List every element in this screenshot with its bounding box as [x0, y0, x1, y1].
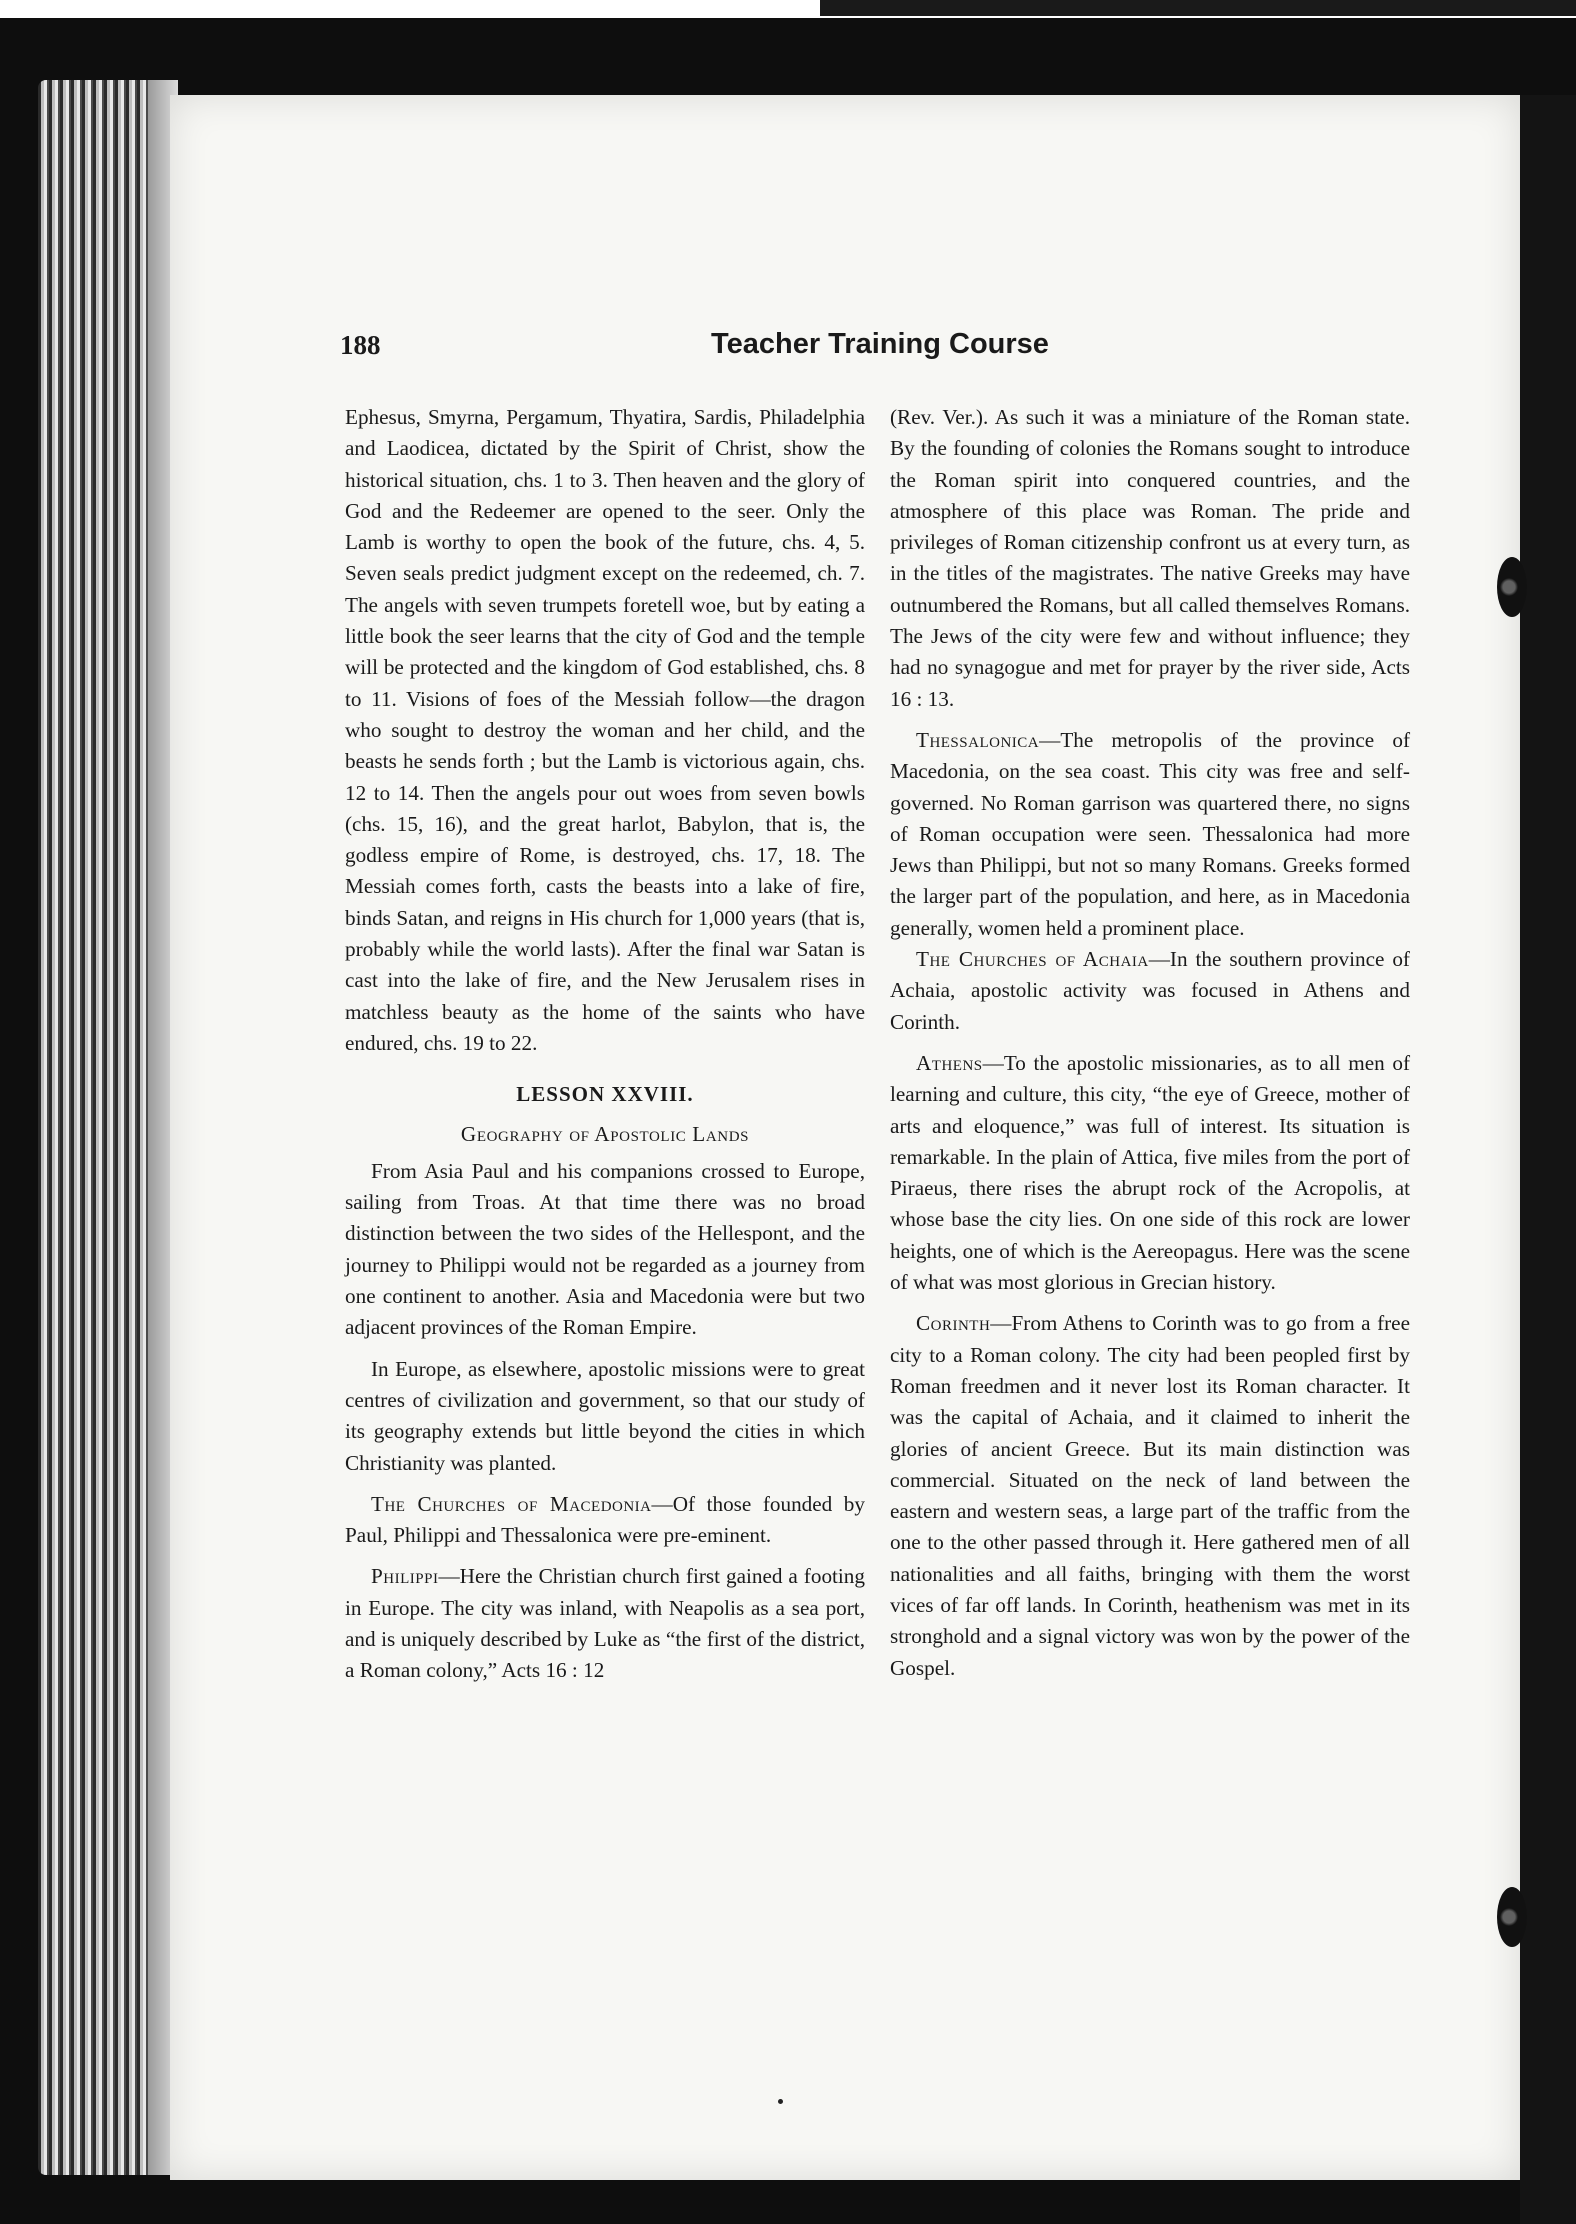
page-stack-edge [38, 80, 178, 2175]
section-head-athens: Athens [916, 1050, 983, 1075]
page-header [340, 330, 1420, 380]
section-body-thessalonica: —The metropolis of the province of Macedonia, on the sea coast. This city was free and self-governed. No Roman garrison was quartered there, no signs of Roman occupation were seen. Thessalonica had more Jews than Philippi, but not so many Romans. Greeks formed the larger part of the population, and here, as in Macedonia generally, women held a prominent place. [890, 727, 1410, 940]
section-head-thessalonica: Thessalonica [916, 727, 1040, 752]
footer-mark [778, 2099, 783, 2104]
paragraph-missions-centres: In Europe, as elsewhere, apostolic missions were to great centres of civilization and government, so that our study of its geography extends but little beyond the cities in which Christianity was planted. [345, 1356, 865, 1475]
paragraph-asia-to-europe: From Asia Paul and his companions crossed to Europe, sailing from Troas. At that time there was no broad distinction between the two sides of the Hellespont, and the journey to Philippi would not be regarded as a journey from one continent to another. Asia and Macedonia were but two adjacent provinces of the Roman Empire. [345, 1158, 865, 1340]
paragraph-corinth [890, 1308, 1410, 1684]
paragraph-thessalonica [890, 725, 1410, 944]
right-column [890, 402, 1410, 1684]
running-title: Teacher Training Course [711, 328, 1049, 360]
binder-edge [1520, 95, 1576, 2224]
section-body-macedonia: —Of those founded by Paul, Philippi and Thessalonica were pre-eminent. [345, 1491, 865, 1548]
section-body-philippi: —Here the Christian church first gained a footing in Europe. The city was inland, with Neapolis as a sea port, and is uniquely described by Luke as “the first of the district, a Roman colony,” Acts 16 : 12 [345, 1564, 865, 1683]
binder-hole-top [1497, 557, 1527, 617]
scan-top-margin [0, 0, 1576, 18]
left-column [345, 402, 865, 1687]
paragraph-churches-macedonia [345, 1489, 865, 1552]
paragraph-churches-achaia [890, 944, 1410, 1038]
section-body-achaia: —In the southern province of Achaia, apostolic activity was focused in Athens and Corinth. [890, 947, 1410, 1034]
section-head-corinth: Corinth [916, 1311, 991, 1336]
paragraph-athens [890, 1048, 1410, 1298]
page-number: 188 [340, 330, 381, 360]
section-body-athens: —To the apostolic missionaries, as to all men of learning and culture, this city, “the eye of Greece, mother of arts and eloquence,” was full of interest. Its situation is remarkable. In the plain of Attica, five miles from the port of Piraeus, there rises the abrupt rock of the Acropolis, at whose base the city lies. On one side of this rock are lower heights, one of which is the Aereopagus. Here was the scene of what was most glorious in Grecian history. [890, 1050, 1410, 1295]
section-head-philippi: Philippi [371, 1564, 439, 1589]
section-head-achaia: The Churches of Achaia [916, 947, 1149, 972]
binder-hole-bottom [1497, 1887, 1527, 1947]
paragraph-revelation-summary: Ephesus, Smyrna, Pergamum, Thyatira, Sardis, Philadelphia and Laodicea, dictated by the Spirit of Christ, show the historical situation, chs. 1 to 3. Then heaven and the glory of God and the Redeemer are opened to the seer. Only the Lamb is worthy to open the book of the future, chs. 4, 5. Seven seals predict judgment except on the redeemed, ch. 7. The angels with seven trumpets foretell woe, but by eating a little book the seer learns that the city of God and the temple will be protected and the kingdom of God established, chs. 8 to 11. Visions of foes of the Messiah follow—the dragon who sought to destroy the woman and her child, and the beasts he sends forth ; but the Lamb is victorious again, chs. 12 to 14. Then the angels pour out woes from seven bowls (chs. 15, 16), and the great harlot, Babylon, that is, the godless empire of Rome, is destroyed, chs. 17, 18. The Messiah comes forth, casts the beasts into a lake of fire, binds Satan, and reigns in His church for 1,000 years (that is, probably while the world lasts). After the final war Satan is cast into the lake of fire, and the New Jerusalem rises in matchless beauty as the home of the saints who have endured, chs. 19 to 22. [345, 405, 865, 1055]
scan-edge-shadow [820, 0, 1576, 16]
paragraph-philippi-continued: (Rev. Ver.). As such it was a miniature of the Roman state. By the founding of colonies the Romans sought to introduce the Roman spirit into conquered countries, and the atmosphere of this place was Roman. The pride and privileges of Roman citizenship confront us at every turn, as in the titles of the magistrates. The native Greeks may have outnumbered the Romans, but all called themselves Romans. The Jews of the city were few and without influence; they had no synagogue and met for prayer by the river side, Acts 16 : 13. [890, 405, 1410, 711]
paragraph-philippi [345, 1561, 865, 1686]
section-body-corinth: —From Athens to Corinth was to go from a free city to a Roman colony. The city had been peopled first by Roman freedmen and it never lost its Roman character. It was the capital of Achaia, and it claimed to inherit the glories of ancient Greece. But its main distinction was commercial. Situated on the neck of land between the eastern and western seas, a large part of the traffic from the one to the other passed through it. Here gathered men of all nationalities and all faiths, bringing with them the worst vices of far off lands. In Corinth, heathenism was met in its stronghold and a signal victory was won by the power of the Gospel. [890, 1311, 1410, 1680]
lesson-heading: LESSON XXVIII. [516, 1082, 694, 1107]
section-head-macedonia: The Churches of Macedonia [371, 1491, 652, 1516]
lesson-subtitle: Geography of Apostolic Lands [460, 1121, 750, 1146]
